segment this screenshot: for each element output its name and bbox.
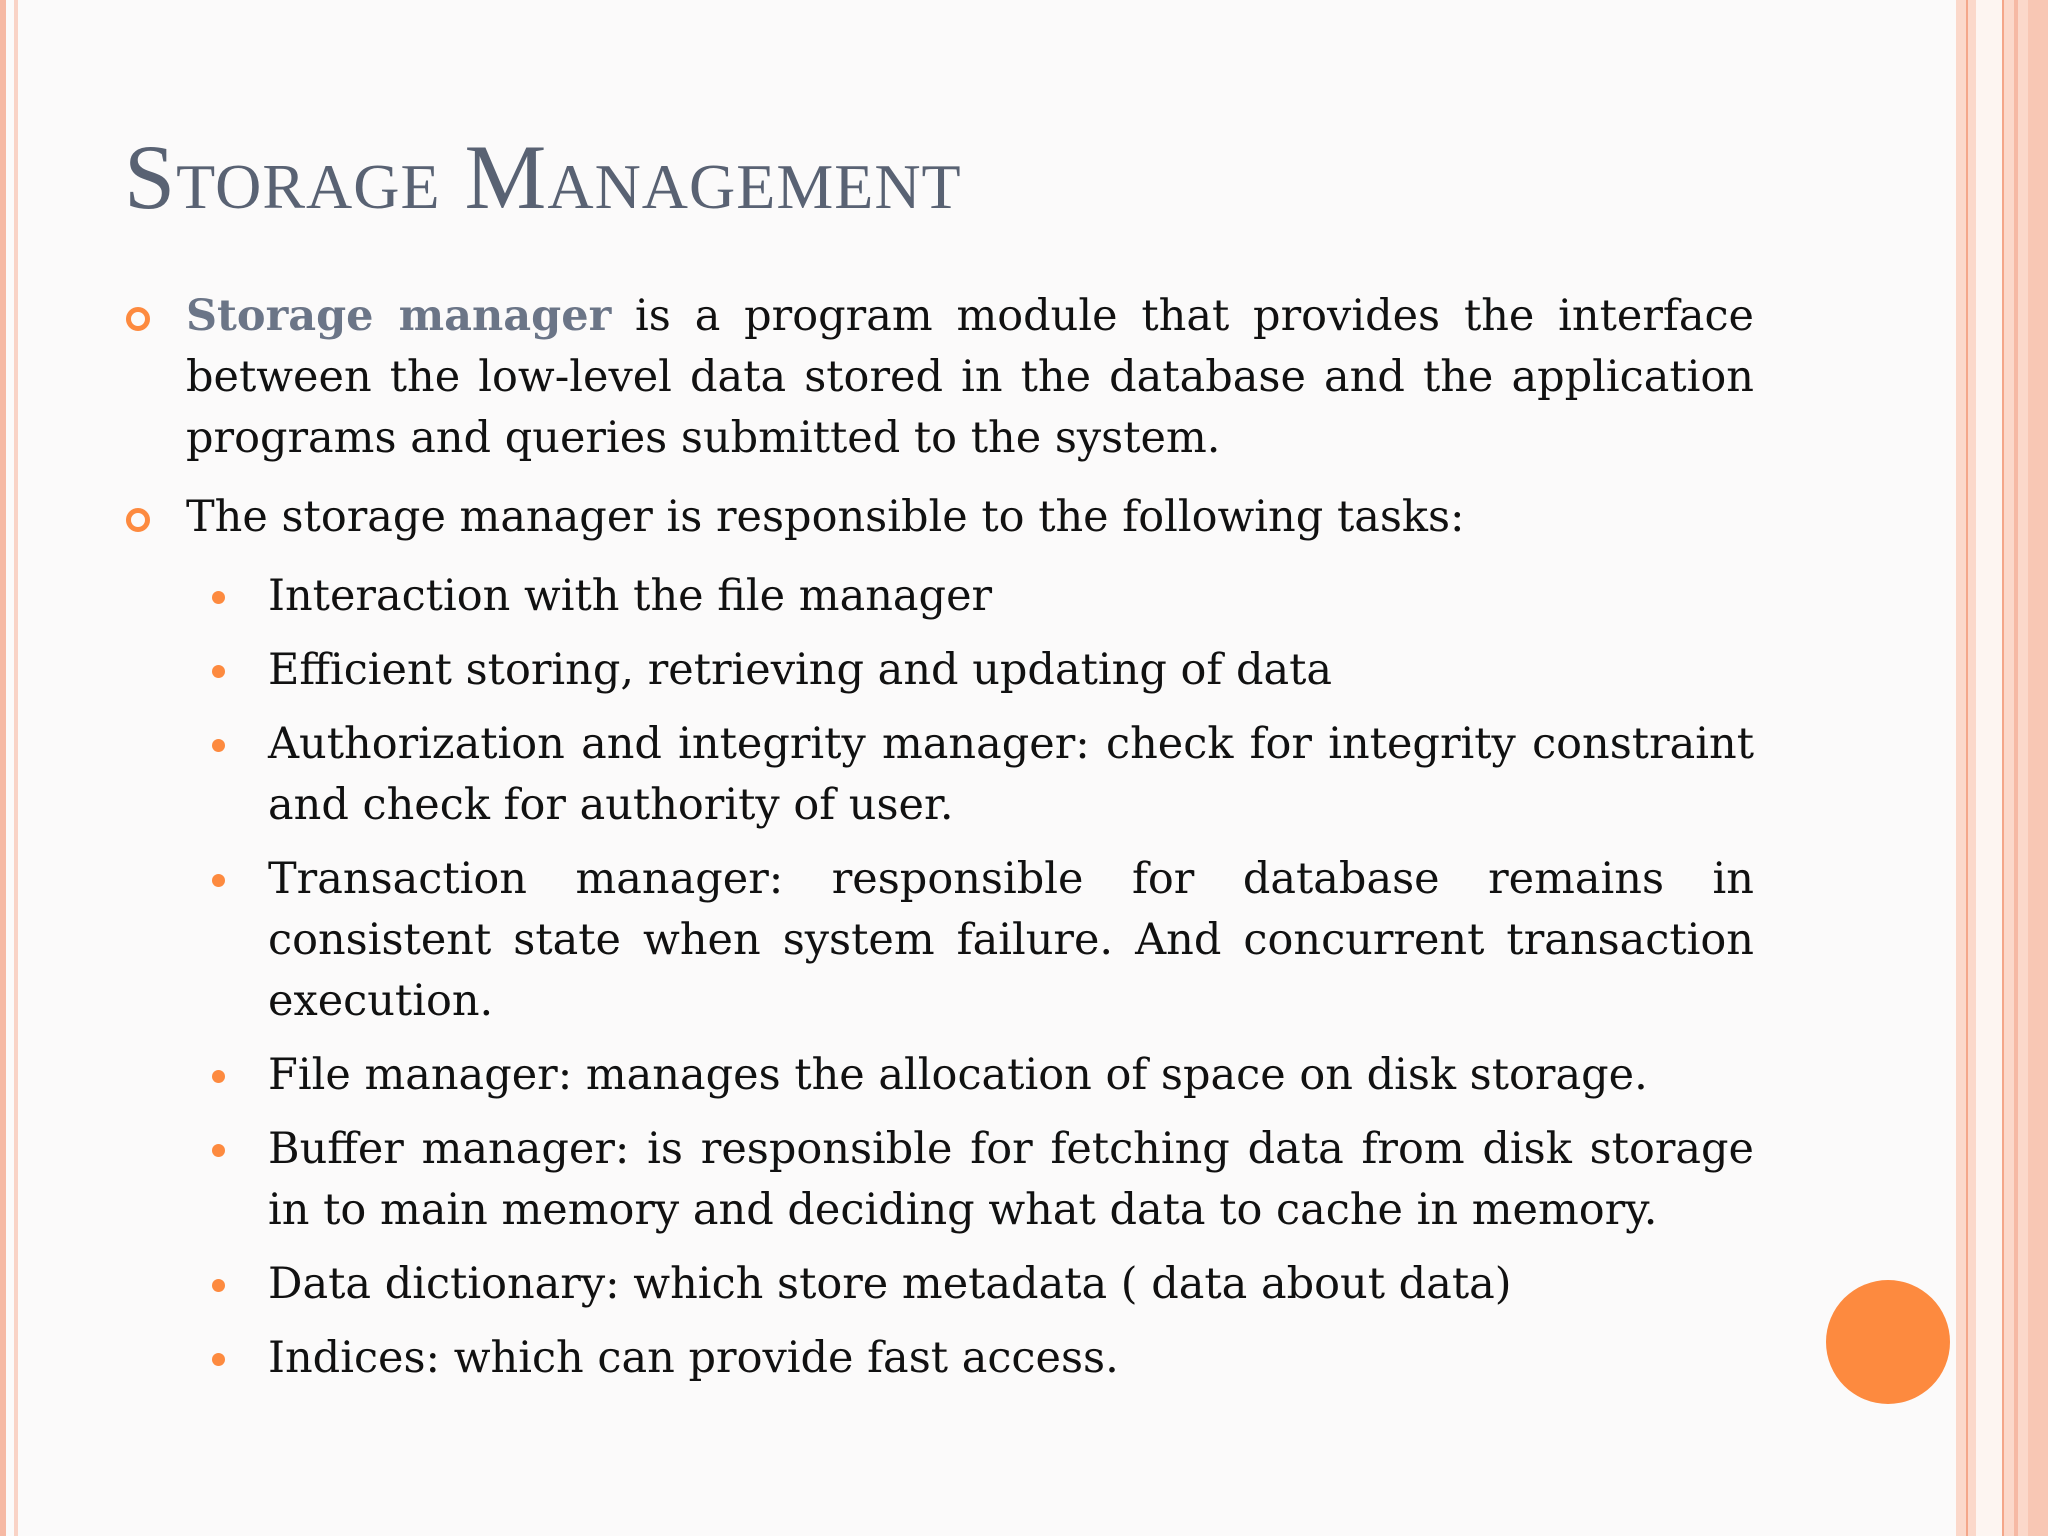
sub-bullet-text: Efficient storing, retrieving and updating of data: [268, 645, 1333, 695]
dot-bullet-icon: [212, 1353, 225, 1366]
sub-bullet-text: Buffer manager: is responsible for fetching data from disk storage in to main memory and deciding what data to cache in memory.: [268, 1124, 1754, 1235]
sub-bullet-text: Transaction manager: responsible for database remains in consistent state when system failure. And concurrent transaction execution.: [268, 854, 1754, 1026]
dot-bullet-icon: [212, 739, 225, 752]
dot-bullet-icon: [212, 591, 225, 604]
sub-bullet-item: [124, 1328, 1754, 1389]
dot-bullet-icon: [212, 874, 225, 887]
sub-bullet-text: Indices: which can provide fast access.: [268, 1333, 1119, 1383]
slide-content: [124, 286, 1754, 1402]
sub-bullet-item: [124, 1119, 1754, 1241]
dot-bullet-icon: [212, 1144, 225, 1157]
bullet-text: The storage manager is responsible to the following tasks:: [186, 492, 1465, 542]
dot-bullet-icon: [212, 1279, 225, 1292]
sub-bullet-item: [124, 1254, 1754, 1315]
slide-title: Storage Management: [124, 126, 962, 228]
sub-bullet-item: [124, 714, 1754, 836]
left-border-line: [0, 0, 6, 1536]
sub-bullet-item: [124, 566, 1754, 627]
sub-bullet-text: Interaction with the file manager: [268, 571, 993, 621]
ring-bullet-icon: [126, 508, 150, 532]
dot-bullet-icon: [212, 665, 225, 678]
right-decorative-stripes: [1956, 0, 2048, 1536]
sub-bullet-item: [124, 640, 1754, 701]
dot-bullet-icon: [212, 1070, 225, 1083]
bullet-item: [124, 286, 1754, 469]
left-border-line-inner: [14, 0, 18, 1536]
decorative-orange-circle: [1826, 1280, 1950, 1404]
sub-bullet-item: [124, 849, 1754, 1032]
ring-bullet-icon: [126, 307, 150, 331]
bullet-text: is a program module that provides the interface between the low-level data stored in the database and the application programs and queries submitted to the system.: [186, 291, 1754, 463]
bullet-emphasis: Storage manager: [186, 291, 612, 341]
sub-bullet-text: File manager: manages the allocation of space on disk storage.: [268, 1050, 1648, 1100]
sub-bullet-item: [124, 1045, 1754, 1106]
sub-bullet-text: Data dictionary: which store metadata ( data about data): [268, 1259, 1512, 1309]
sub-bullet-text: Authorization and integrity manager: check for integrity constraint and check for authority of user.: [268, 719, 1754, 830]
bullet-item: [124, 487, 1754, 548]
